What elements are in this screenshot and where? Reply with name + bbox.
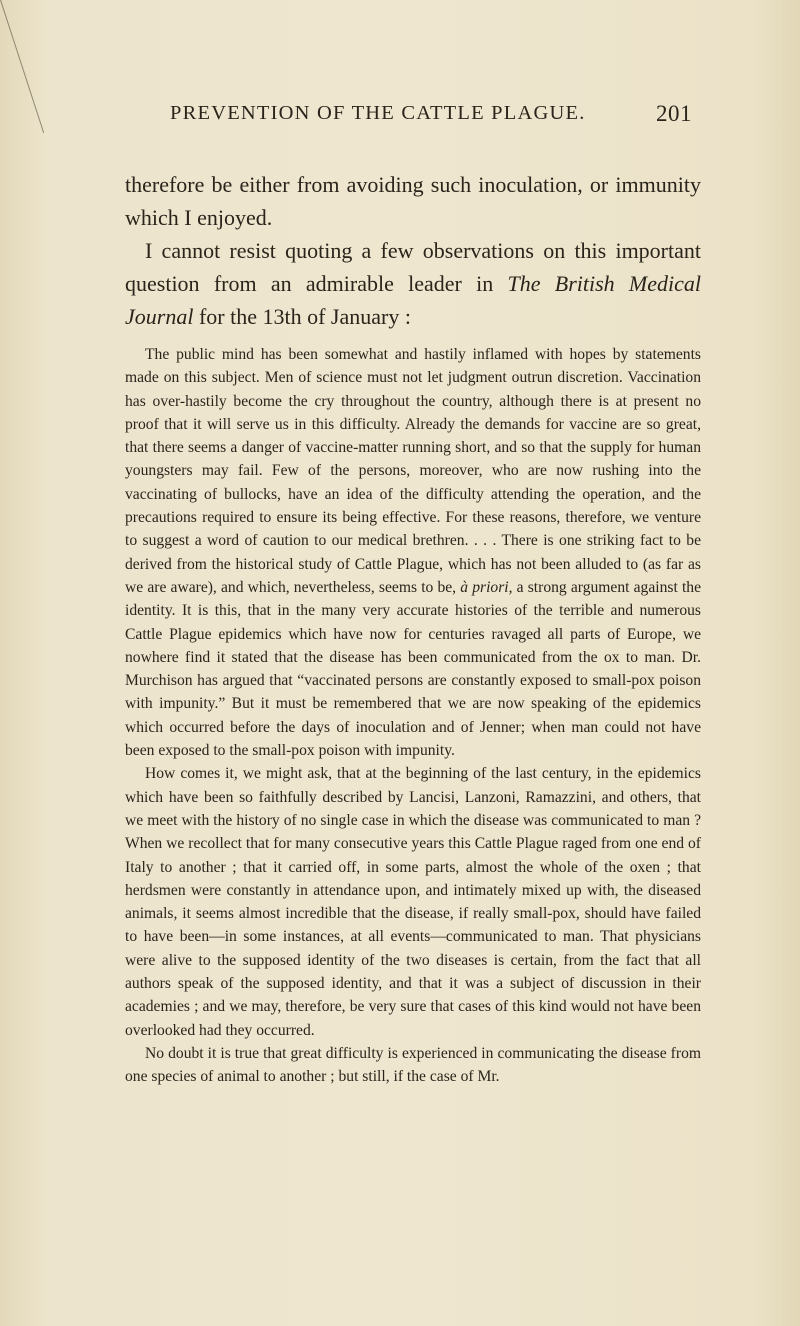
paragraph-intro-quote [125,234,701,333]
intro-text: I cannot resist quoting a few observations on this important question from an admirable leader in [125,238,701,296]
journal-title: The British Medical Journal [125,271,701,329]
block-quote [125,343,701,1042]
quote-text: The public mind has been somewhat and hastily inflamed with hopes by statements made on this subject. Men of science must not let judgment outrun discretion. Vaccination has over-hastily become the cry throughout the country, although there is at present no proof that it will serve us in this difficulty. Already the demands for vaccine are so great, that there seems a danger of vaccine-matter running short, and so that the supply for human youngsters may fail. Few of the persons, moreover, who are now rushing into the vaccinating of bullocks, have an idea of the difficulty attending the operation, and the precautions required to ensure its being effective. For these reasons, therefore, we venture to suggest a word of caution to our medical brethren. . . . There is one striking fact to be derived from the historical study of Cattle Plague, which has not been alluded to (as far as we are aware), and which, nevertheless, seems to be, [125,346,701,596]
quote-paragraph-1 [125,343,701,762]
body-text [125,168,701,1089]
paragraph-final: No doubt it is true that great difficulty is experienced in communicating the disease from one species of animal to another ; but still, if the case of Mr. [125,1044,701,1086]
quote-italic: à priori, [460,578,513,596]
paragraph-continuation: therefore be either from avoiding such inoculation, or immunity which I enjoyed. [125,172,701,230]
quote-paragraph-2: How comes it, we might ask, that at the beginning of the last century, in the epidemics which have been so faithfully described by Lancisi, Lanzoni, Ramazzini, and others, that we meet with the history of no single case in which the disease was communicated to man ? When we recollect that for many consecutive years this Cattle Plague raged from one end of Italy to another ; that it carried off, in some parts, almost the whole of the oxen ; that herdsmen were constantly in attendance upon, and intimately mixed up with, the diseased animals, it seems almost incredible that the disease, if really small-pox, should have failed to have been—in some instances, at all events—communicated to man. That physicians were alive to the supposed identity of the two diseases is certain, from the fact that all authors speak of the supposed identity, and that it was a subject of discussion in their academies ; and we may, therefore, be very sure that cases of this kind would not have been overlooked had they occurred. [125,765,701,1039]
running-head: PREVENTION OF THE CATTLE PLAGUE. [170,102,586,124]
page-header [170,102,692,136]
page-crease [0,0,177,133]
intro-text-end: for the 13th of January : [193,304,411,329]
quote-text-end: a strong argument against the identity. It is this, that in the many very accurate histories of the terrible and numerous Cattle Plague epidemics which have now for centuries ravaged all parts of Europe, we nowhere find it stated that the disease has been communicated from the ox to man. Dr. Murchison has argued that “vaccinated persons are constantly exposed to small-pox poison with impunity.” But it must be remembered that we are now speaking of the epidemics which occurred before the days of inoculation and of Jenner; when man could not have been exposed to the small-pox poison with impunity. [125,578,701,760]
page-number: 201 [656,101,692,126]
